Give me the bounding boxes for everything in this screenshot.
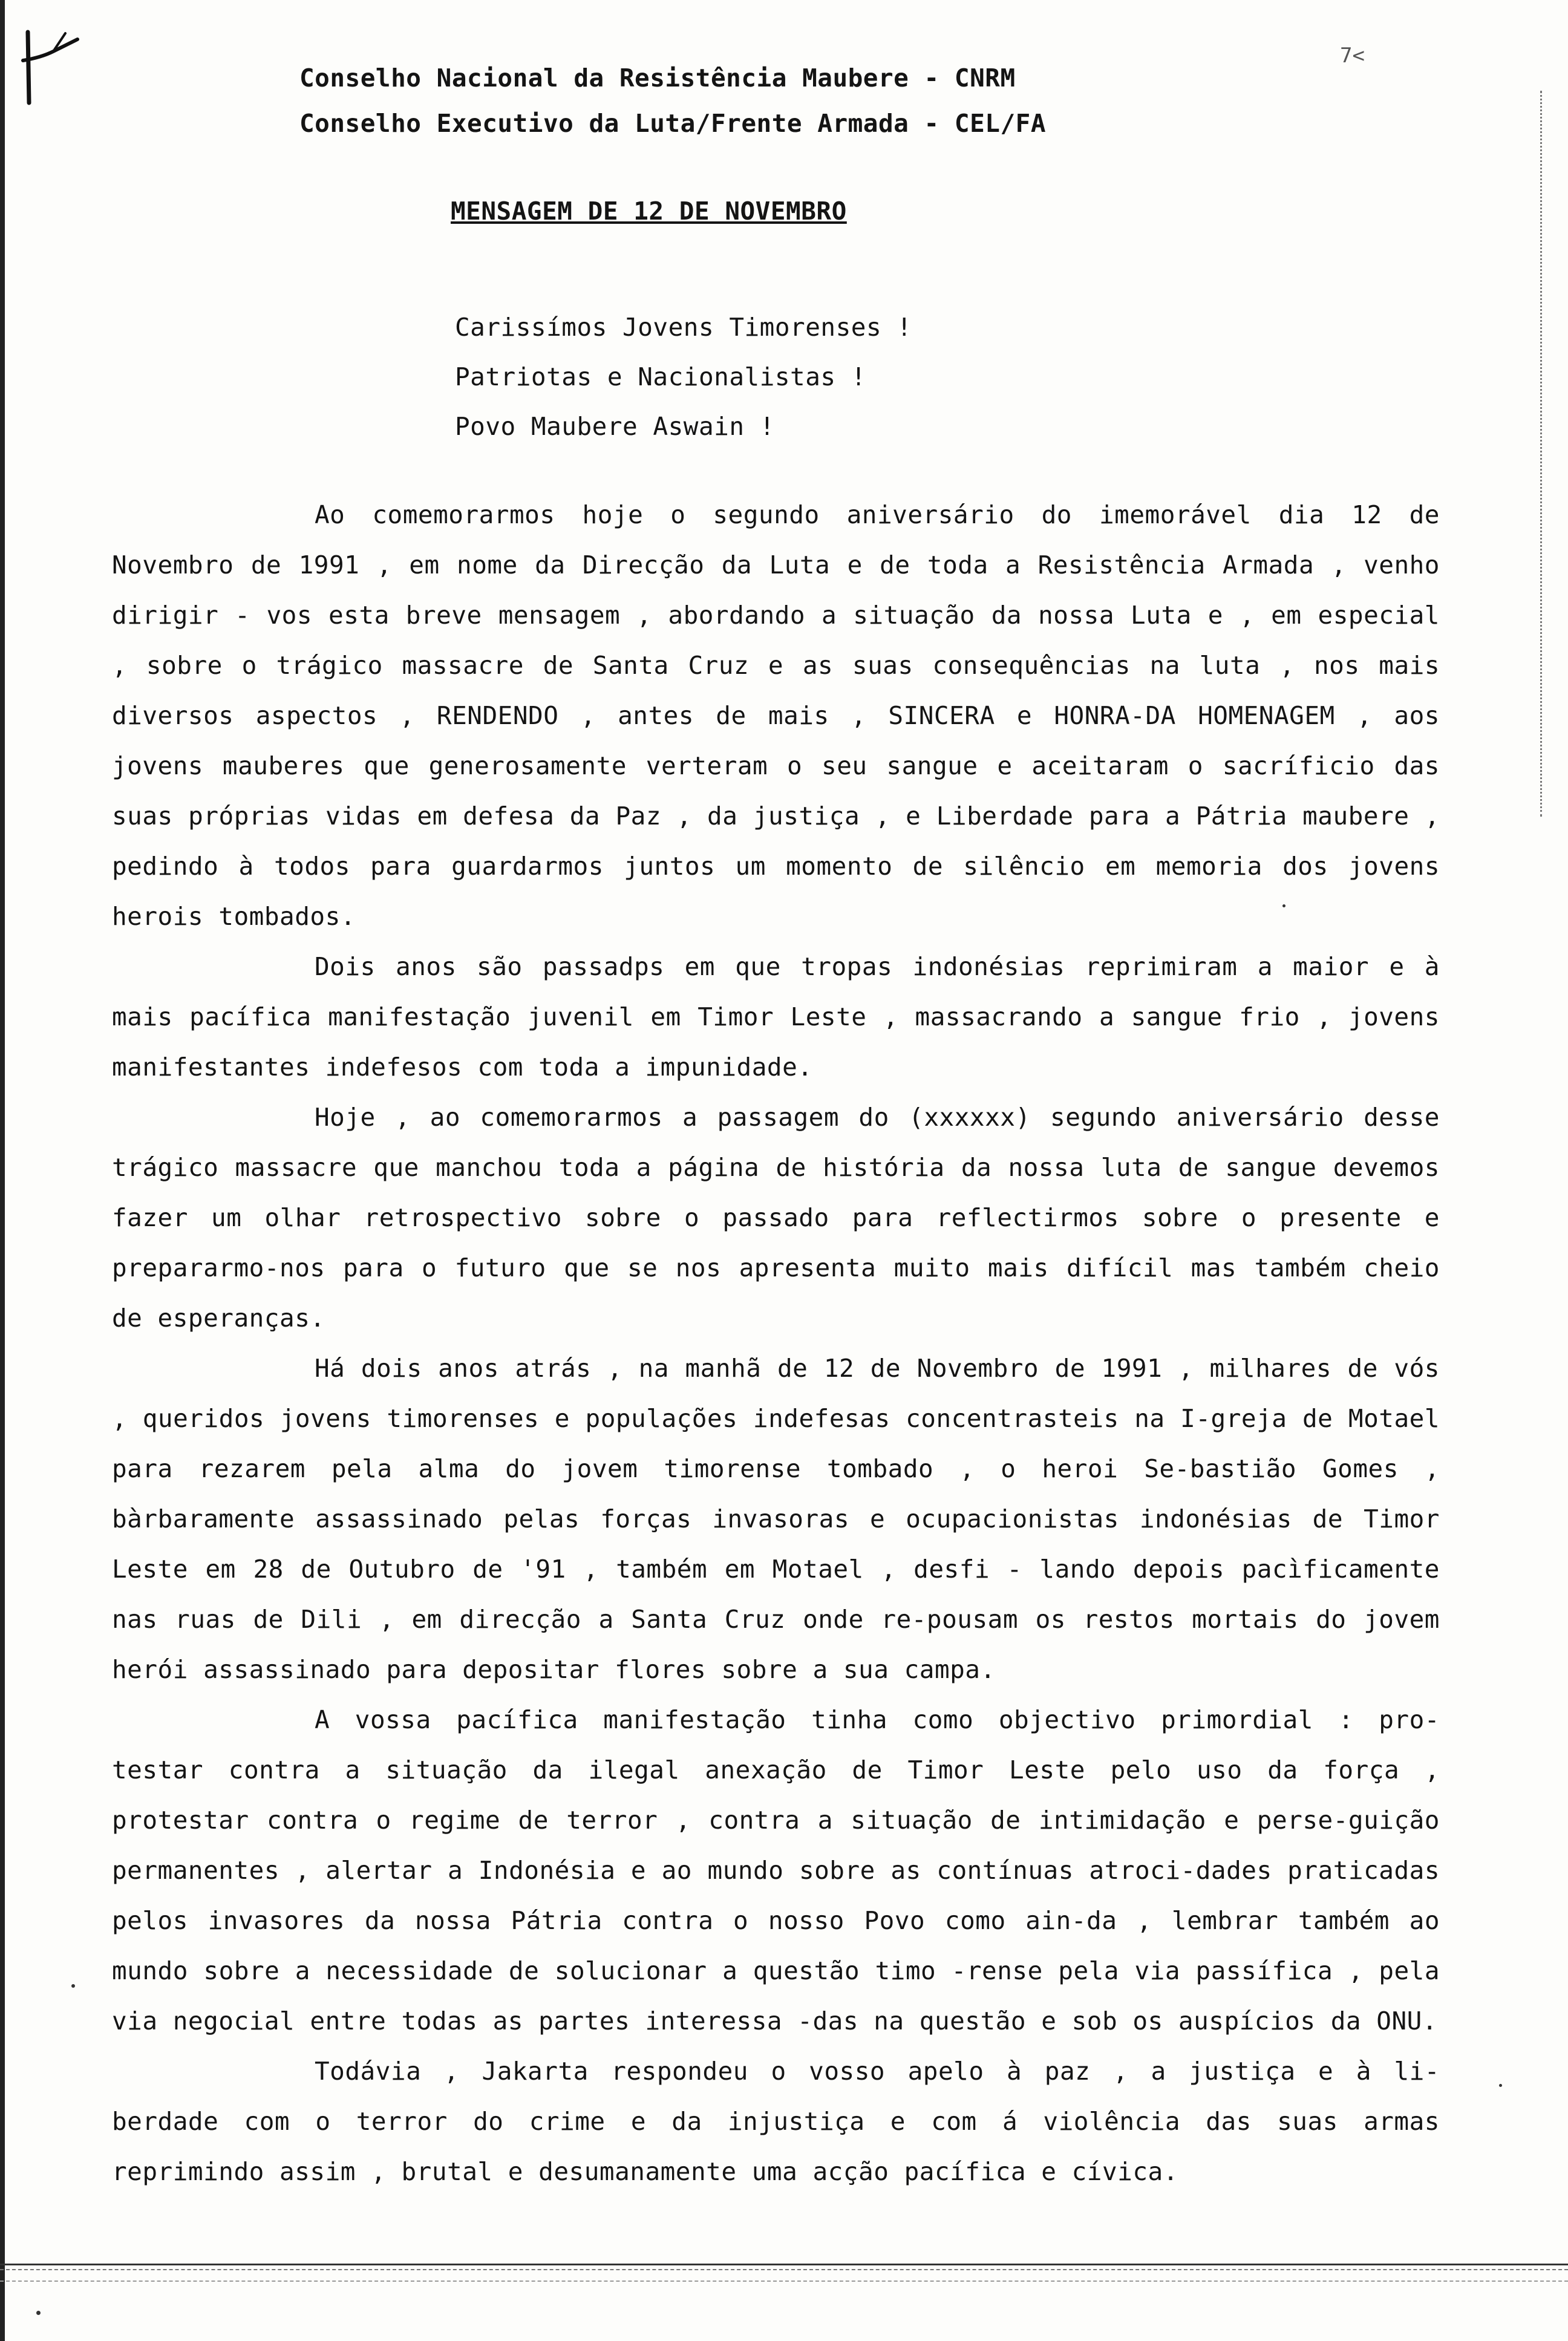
body-paragraph: Hoje , ao comemorarmos a passagem do (xxxxxx) segundo aniversário desse trágico massacre que manchou toda a página de história da nossa luta de sangue devemos fazer um olhar retrospectivo sobre o passado para reflectirmos sobre o presente e prepararmo-nos para o futuro que se nos apresenta muito mais difícil mas também cheio de esperanças. bbox=[112, 1103, 1440, 1333]
scan-speck bbox=[36, 2311, 41, 2315]
salutation-line: Povo Maubere Aswain ! bbox=[455, 412, 775, 441]
scan-speck bbox=[1499, 2084, 1502, 2087]
body-paragraph: A vossa pacífica manifestação tinha como objectivo primordial : pro-testar contra a situação da ilegal anexação de Timor Leste pelo uso da força , protestar contra o regime de terror , contra a situação de intimidação e perse-guição permanentes , alertar a Indonésia e ao mundo sobre as contínuas atroci-dades praticadas pelos invasores da nossa Pátria contra o nosso Povo como ain-da , lembrar também ao mundo sobre a necessidade de solucionar a questão timo -rense pela via passífica , pela via negocial entre todas as partes interessa -das na questão e sob os auspícios da ONU. bbox=[112, 1705, 1440, 2036]
page-mark: 7< bbox=[1340, 44, 1365, 68]
header-line-celfa: Conselho Executivo da Luta/Frente Armada - CEL/FA bbox=[299, 109, 1047, 138]
scan-right-edge bbox=[1540, 91, 1544, 817]
handwritten-mark bbox=[17, 27, 90, 106]
scan-bottom-rule bbox=[0, 2264, 1568, 2270]
document-header bbox=[299, 56, 1046, 146]
message-body bbox=[112, 490, 1440, 2197]
scan-bottom-rule-dashed bbox=[0, 2281, 1568, 2284]
salutation-line: Patriotas e Nacionalistas ! bbox=[455, 362, 866, 391]
scan-left-edge bbox=[0, 0, 5, 2341]
salutations bbox=[455, 302, 912, 451]
message-title: MENSAGEM DE 12 DE NOVEMBRO bbox=[451, 197, 847, 226]
header-line-cnrm: Conselho Nacional da Resistência Maubere - CNRM bbox=[299, 64, 1016, 93]
body-paragraph: Todávia , Jakarta respondeu o vosso apelo à paz , a justiça e à li-berdade com o terror do crime e da injustiça e com á violência das suas armas reprimindo assim , brutal e desumanamente uma acção pacífica e cívica. bbox=[112, 2057, 1440, 2186]
salutation-line: Carissímos Jovens Timorenses ! bbox=[455, 313, 912, 342]
body-paragraph: Há dois anos atrás , na manhã de 12 de Novembro de 1991 , milhares de vós , queridos jovens timorenses e populações indefesas concentrasteis na I-greja de Motael para rezarem pela alma do jovem timorense tombado , o heroi Se-bastião Gomes , bàrbaramente assassinado pelas forças invasoras e ocupacionistas indonésias de Timor Leste em 28 de Outubro de '91 , também em Motael , desfi - lando depois pacìficamente nas ruas de Dili , em direcção a Santa Cruz onde re-pousam os restos mortais do jovem herói assassinado para depositar flores sobre a sua campa. bbox=[112, 1354, 1440, 1684]
body-paragraph: Dois anos são passadps em que tropas indonésias reprimiram a maior e à mais pacífica manifestação juvenil em Timor Leste , massacrando a sangue frio , jovens manifestantes indefesos com toda a impunidade. bbox=[112, 952, 1440, 1082]
body-paragraph: Ao comemorarmos hoje o segundo aniversário do imemorável dia 12 de Novembro de 1991 , em nome da Direcção da Luta e de toda a Resistência Armada , venho dirigir - vos esta breve mensagem , abordando a situação da nossa Luta e , em especial , sobre o trágico massacre de Santa Cruz e as suas consequências na luta , nos mais diversos aspectos , RENDENDO , antes de mais , SINCERA e HONRA-DA HOMENAGEM , aos jovens mauberes que generosamente verteram o seu sangue e aceitaram o sacríficio das suas próprias vidas em defesa da Paz , da justiça , e Liberdade para a Pátria maubere , pedindo à todos para guardarmos juntos um momento de silêncio em memoria dos jovens herois tombados. bbox=[112, 500, 1440, 931]
scan-speck bbox=[1282, 904, 1285, 907]
scan-speck bbox=[71, 1984, 75, 1988]
